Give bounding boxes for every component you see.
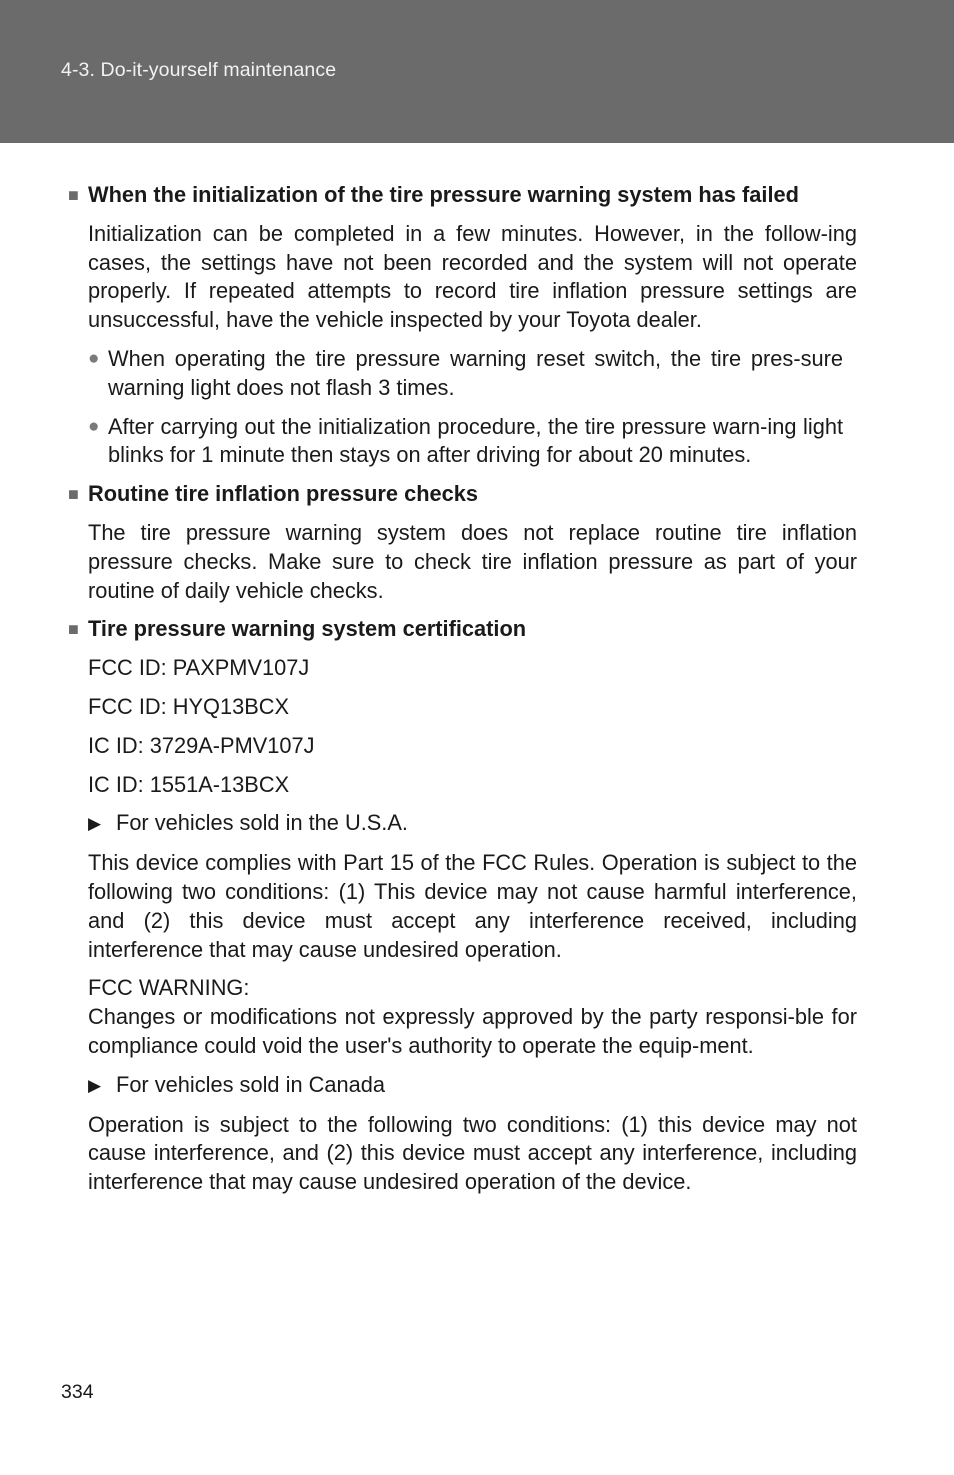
section-heading-text: Tire pressure warning system certification	[88, 616, 527, 642]
list-item-text: When operating the tire pressure warning reset switch, the tire pres-sure warning light does not flash 3 times.	[108, 345, 843, 400]
region-label-usa	[88, 809, 857, 839]
section-heading-initialization-failed	[68, 181, 857, 210]
page-number: 334	[61, 1381, 94, 1403]
section-heading-routine-checks	[68, 480, 857, 509]
square-bullet-icon: ■	[68, 185, 79, 205]
fcc-warning-title: FCC WARNING:	[88, 975, 250, 1001]
id-line: FCC ID: HYQ13BCX	[88, 693, 290, 719]
fcc-warning-text: Changes or modifications not expressly approved by the party responsi-ble for compliance could void the user's authority to operate the equip-ment.	[88, 1004, 857, 1058]
round-bullet-icon: ●	[88, 415, 100, 437]
section-heading-text: When the initialization of the tire pressure warning system has failed	[88, 182, 799, 207]
region-label-text: For vehicles sold in the U.S.A.	[116, 810, 408, 836]
square-bullet-icon: ■	[68, 484, 79, 505]
region-label-text: For vehicles sold in Canada	[116, 1071, 385, 1097]
round-bullet-icon: ●	[88, 347, 100, 369]
list-item	[88, 413, 843, 471]
paragraph: This device complies with Part 15 of the FCC Rules. Operation is subject to the following two conditions: (1) This device may not cause harmful interference, and (2) this device must accept any interference received, including interference that may cause undesired operation.	[88, 850, 857, 962]
id-line: FCC ID: PAXPMV107J	[88, 655, 310, 681]
section-heading-certification	[68, 615, 857, 644]
paragraph: The tire pressure warning system does not replace routine tire inflation pressure checks. Make sure to check tire inflation pressure as part of your routine of daily vehicle checks.	[88, 519, 857, 603]
triangle-arrow-icon: ▶	[88, 1075, 102, 1095]
region-label-canada	[88, 1071, 857, 1101]
id-line: IC ID: 1551A-13BCX	[88, 771, 290, 797]
triangle-arrow-icon: ▶	[88, 814, 102, 834]
page-content	[68, 181, 857, 1207]
page-header	[0, 0, 954, 143]
square-bullet-icon: ■	[68, 619, 79, 640]
paragraph: Operation is subject to the following two conditions: (1) this device may not cause interference, and (2) this device must accept any interference, including interference that may cause undesired operation of the device.	[88, 1111, 857, 1195]
list-item-text: After carrying out the initialization procedure, the tire pressure warn-ing light blinks for 1 minute then stays on after driving for about 20 minutes.	[108, 413, 843, 468]
paragraph: Initialization can be completed in a few minutes. However, in the follow-ing cases, the settings have not been recorded and the system will not operate properly. If repeated attempts to record tire inflation pressure settings are unsuccessful, have the vehicle inspected by your Toyota dealer.	[88, 220, 857, 333]
section-header-title: 4-3. Do-it-yourself maintenance	[61, 59, 337, 81]
id-line: IC ID: 3729A-PMV107J	[88, 732, 315, 758]
list-item	[88, 345, 843, 403]
section-heading-text: Routine tire inflation pressure checks	[88, 481, 479, 507]
